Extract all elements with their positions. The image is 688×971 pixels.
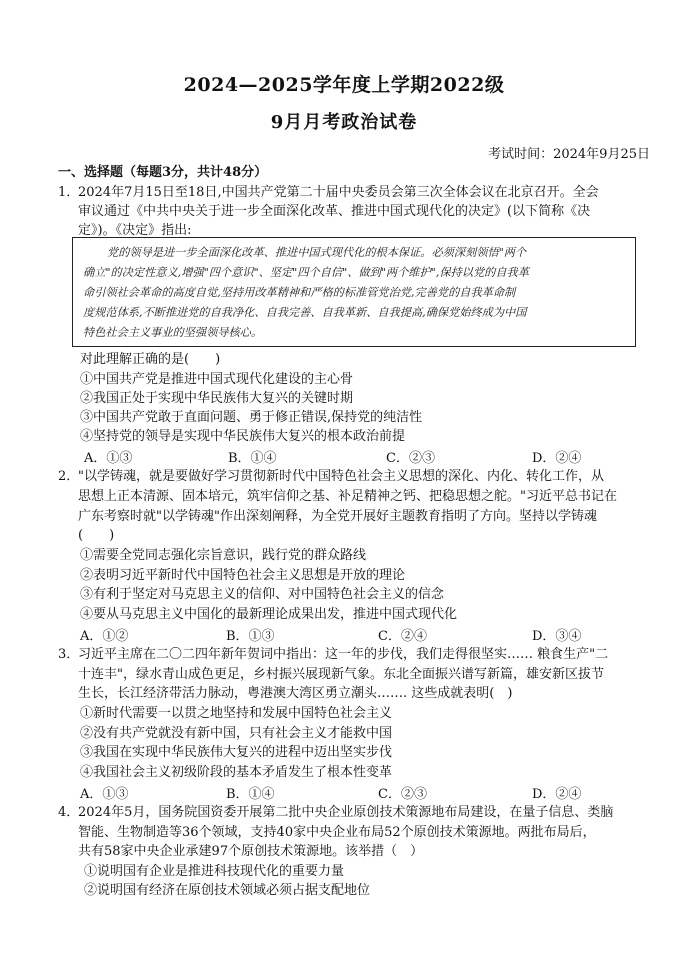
answer-item: ②表明习近平新时代中国特色社会主义思想是开放的理论 xyxy=(80,568,406,583)
question-number: 2． xyxy=(58,469,80,484)
option-a[interactable]: A．①③ xyxy=(84,451,133,466)
question-stem-line: 思想上正本清源、固本培元，筑牢信仰之基、补足精神之钙、把稳思想之舵。"习近平总书记在 xyxy=(78,489,617,504)
answer-item: ①新时代需要一以贯之地坚持和发展中国特色社会主义 xyxy=(80,706,393,721)
quote-line: 党的领导是进一步全面深化改革、推进中国式现代化的根本保证。必须深刻领悟"两个 xyxy=(107,246,527,259)
question-number: 1． xyxy=(58,185,80,200)
answer-item: ②说明国有经济在原创技术领域必须占据支配地位 xyxy=(84,883,371,898)
question-number: 3． xyxy=(58,647,80,662)
option-c[interactable]: C．②④ xyxy=(378,629,427,644)
question-stem-line: 十连丰"，绿水青山成色更足，乡村振兴展现新气象。东北全面振兴谱写新篇，雄安新区拔节 xyxy=(78,667,604,682)
option-b[interactable]: B．①③ xyxy=(226,629,275,644)
question-stem-line: 共有58家中央企业承建97个原创技术策源地。该举措（ ） xyxy=(78,844,424,859)
option-c[interactable]: C．②③ xyxy=(378,787,427,802)
question-stem-line: 定》)。《决定》指出: xyxy=(78,223,192,238)
question-stem-line: 生长，长江经济带活力脉动，粤港澳大湾区勇立潮头……. 这些成就表明( ) xyxy=(78,686,513,701)
question-stem-line: ( ) xyxy=(78,528,115,543)
section-heading: 一、选择题（每题3分，共计48分） xyxy=(58,165,268,180)
quote-line: 确立"的决定性意义,增强"四个意识"、坚定"四个自信"、做到"两个维护",保持以党的自我革 xyxy=(83,266,529,279)
answer-item: ③中国共产党敢于直面问题、勇于修正错误,保持党的纯洁性 xyxy=(80,410,423,425)
option-a[interactable]: A．①② xyxy=(80,629,129,644)
quote-box xyxy=(72,237,636,347)
answer-item: ①需要全党同志强化宗旨意识，践行党的群众路线 xyxy=(80,548,367,563)
option-d[interactable]: D．②④ xyxy=(532,451,582,466)
option-b[interactable]: B．①④ xyxy=(228,451,277,466)
question-stem-line: "以学铸魂，就是要做好学习贯彻新时代中国特色社会主义思想的深化、内化、转化工作，从 xyxy=(78,469,604,484)
answer-item: ①中国共产党是推进中国式现代化建设的主心骨 xyxy=(80,372,354,387)
exam-title: 2024—2025学年度上学期2022级 xyxy=(183,74,505,96)
option-a[interactable]: A．①③ xyxy=(80,787,129,802)
answer-item: ④要从马克思主义中国化的最新理论成果出发，推进中国式现代化 xyxy=(80,607,458,622)
question-stem-line: 审议通过《中共中央关于进一步全面深化改革、推进中国式现代化的决定》(以下简称《决 xyxy=(78,204,591,219)
exam-subtitle: 9月月考政治试卷 xyxy=(270,112,418,133)
answer-item: ③我国在实现中华民族伟大复兴的进程中迈出坚实步伐 xyxy=(80,745,393,760)
option-b[interactable]: B．①④ xyxy=(226,787,275,802)
option-c[interactable]: C．②③ xyxy=(386,451,435,466)
question-prompt: 对此理解正确的是( ) xyxy=(80,352,221,367)
answer-item: ④坚持党的领导是实现中华民族伟大复兴的根本政治前提 xyxy=(80,429,406,444)
question-stem-line: 2024年7月15日至18日,中国共产党第二十届中央委员会第三次全体会议在北京召开。全会 xyxy=(78,185,599,200)
answer-item: ③有利于坚定对马克思主义的信仰、对中国特色社会主义的信念 xyxy=(80,587,445,602)
quote-line: 特色社会主义事业的坚强领导核心。 xyxy=(83,326,263,339)
question-number: 4． xyxy=(58,805,80,820)
exam-time: 考试时间：2024年9月25日 xyxy=(488,147,650,162)
answer-item: ②没有共产党就没有新中国，只有社会主义才能救中国 xyxy=(80,726,393,741)
quote-line: 度规范体系,不断推进党的自我净化、自我完善、自我革新、自我提高,确保党始终成为中国 xyxy=(83,306,527,319)
question-stem-line: 广东考察时就"以学铸魂"作出深刻阐释，为全党开展好主题教育指明了方向。坚持以学铸魂 xyxy=(78,509,597,524)
quote-line: 命引领社会革命的高度自觉,坚持用改革精神和严格的标准管党治党,完善党的自我革命制 xyxy=(83,286,516,299)
answer-item: ④我国社会主义初级阶段的基本矛盾发生了根本性变革 xyxy=(80,765,393,780)
question-stem-line: 2024年5月，国务院国资委开展第二批中央企业原创技术策源地布局建设，在量子信息、类脑 xyxy=(78,805,614,820)
question-stem-line: 智能、生物制造等36个领域，支持40家中央企业布局52个原创技术策源地。两批布局后， xyxy=(78,825,596,840)
option-d[interactable]: D．②④ xyxy=(532,787,582,802)
option-d[interactable]: D．③④ xyxy=(532,629,582,644)
answer-item: ①说明国有企业是推进科技现代化的重要力量 xyxy=(84,864,345,879)
question-stem-line: 习近平主席在二〇二四年新年贺词中指出：这一年的步伐，我们走得很坚实…… 粮食生产"二 xyxy=(78,647,609,662)
answer-item: ②我国正处于实现中华民族伟大复兴的关键时期 xyxy=(80,391,354,406)
